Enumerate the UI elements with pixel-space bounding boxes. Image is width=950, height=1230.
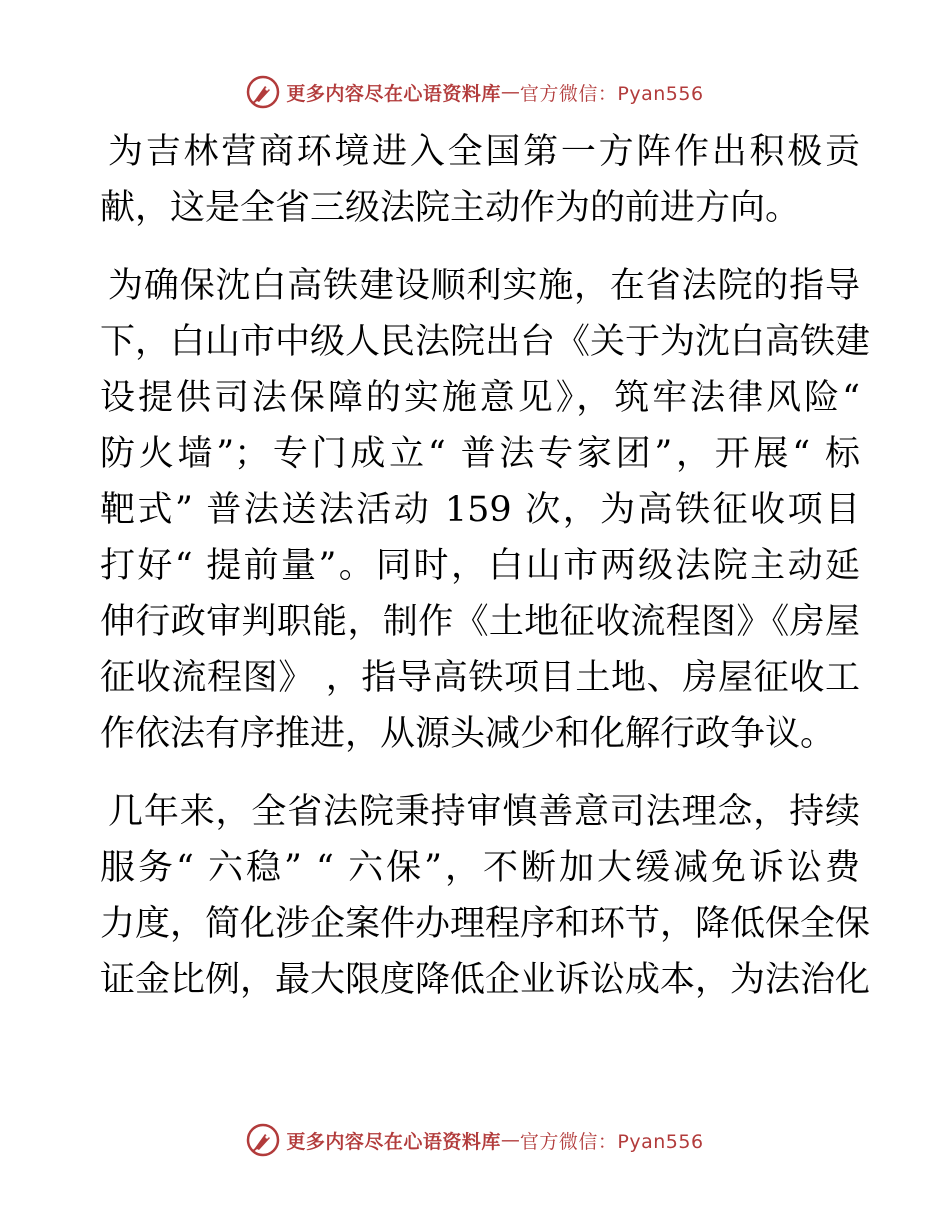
text-line: 防火墙”；专门成立“ 普法专家团”，开展“ 标: [100, 434, 860, 474]
paragraph-1: [100, 124, 860, 236]
text-line: 伸行政审判职能，制作《土地征收流程图》《房屋: [100, 602, 860, 642]
text-line: 设提供司法保障的实施意见》，筑牢法律风险“: [100, 378, 860, 418]
text-line: 几年来，全省法院秉持审慎善意司法理念，持续: [108, 792, 860, 832]
watermark-separator: —: [500, 81, 520, 103]
text-line: 献，这是全省三级法院主动作为的前进方向。: [100, 188, 801, 228]
watermark-contact: 官方微信：Pyan556: [519, 82, 704, 105]
header-watermark: [0, 72, 950, 112]
watermark-brand: 更多内容尽在心语资料库: [286, 1130, 501, 1153]
text-line: 为吉林营商环境进入全国第一方阵作出积极贡: [108, 132, 860, 172]
text-line: 靶式” 普法送法活动 159 次，为高铁征收项目: [100, 490, 860, 530]
paragraph-2: [100, 258, 871, 762]
watermark-contact: 官方微信：Pyan556: [519, 1130, 704, 1153]
text-line: 作依法有序推进，从源头减少和化解行政争议。: [100, 714, 836, 754]
text-line: 为确保沈白高铁建设顺利实施，在省法院的指导: [108, 266, 860, 306]
footer-watermark: [0, 1120, 950, 1160]
text-line: 服务“ 六稳” “ 六保”，不断加大缓减免诉讼费: [100, 848, 860, 888]
text-line: 打好“ 提前量”。同时，白山市两级法院主动延: [100, 546, 860, 586]
watermark-brand: 更多内容尽在心语资料库: [286, 82, 501, 105]
watermark-separator: —: [500, 1129, 520, 1151]
text-line: 证金比例，最大限度降低企业诉讼成本，为法治化: [100, 960, 871, 1000]
document-body: [100, 124, 871, 1030]
text-line: 力度，简化涉企案件办理程序和环节，降低保全保: [100, 904, 871, 944]
pen-nib-logo-icon: [246, 75, 280, 109]
text-line: 征收流程图》 ，指导高铁项目土地、房屋征收工: [100, 658, 860, 698]
pen-nib-logo-icon: [246, 1123, 280, 1157]
text-line: 下，白山市中级人民法院出台《关于为沈白高铁建: [100, 322, 871, 362]
paragraph-3: [100, 784, 871, 1008]
